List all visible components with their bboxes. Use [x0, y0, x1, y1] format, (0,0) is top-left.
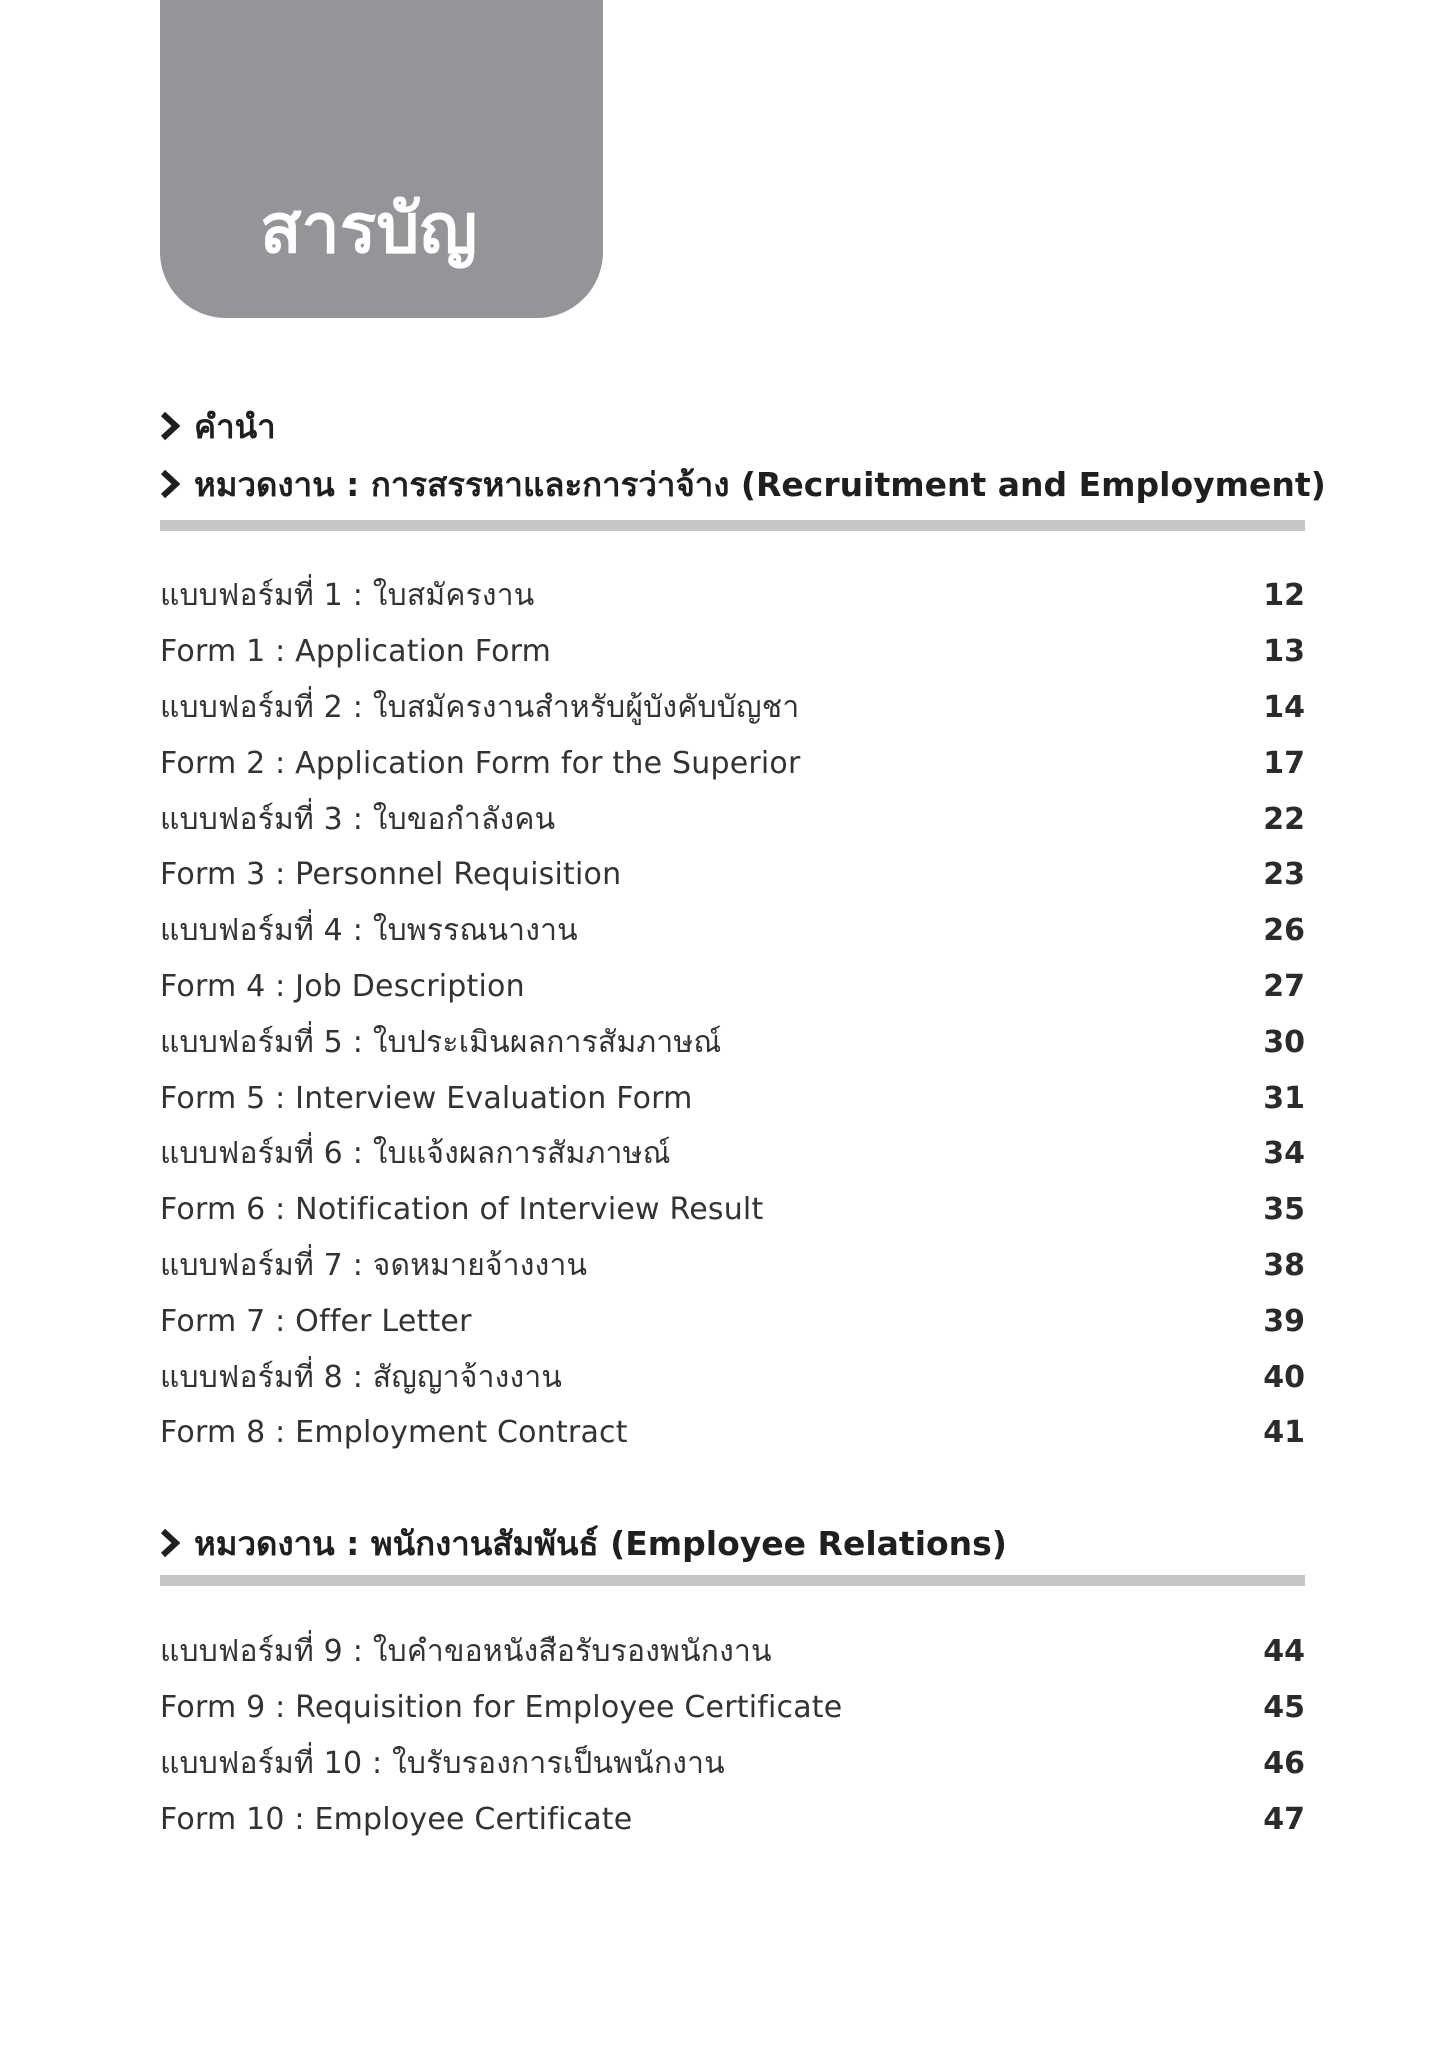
toc-entry[interactable]	[160, 1405, 1305, 1461]
toc-entry[interactable]	[160, 1014, 1305, 1070]
toc-entry-label: Form 8 : Employment Contract	[160, 1415, 628, 1451]
toc-entry-label: แบบฟอร์มที่ 3 : ใบขอกำลังคน	[160, 801, 556, 837]
toc-entry-page: 30	[1263, 1024, 1305, 1060]
toc-entry-label: แบบฟอร์มที่ 1 : ใบสมัครงาน	[160, 578, 535, 614]
intro-heading[interactable]	[160, 401, 276, 451]
toc-entry-page: 12	[1263, 578, 1305, 614]
toc-entry-page: 45	[1263, 1690, 1305, 1726]
toc-entry[interactable]	[160, 959, 1305, 1015]
toc-entry[interactable]	[160, 1070, 1305, 1126]
toc-list-employee-relations	[160, 1624, 1305, 1847]
toc-entry-label: แบบฟอร์มที่ 10 : ใบรับรองการเป็นพนักงาน	[160, 1745, 725, 1781]
toc-entry-page: 46	[1263, 1745, 1305, 1781]
toc-entry[interactable]	[160, 1349, 1305, 1405]
toc-entry-label: Form 10 : Employee Certificate	[160, 1801, 633, 1837]
toc-entry-label: Form 7 : Offer Letter	[160, 1303, 472, 1339]
toc-entry[interactable]	[160, 847, 1305, 903]
toc-entry-label: Form 4 : Job Description	[160, 968, 525, 1004]
section-divider	[160, 1575, 1305, 1586]
toc-entry-page: 22	[1263, 801, 1305, 837]
toc-entry-label: แบบฟอร์มที่ 7 : จดหมายจ้างงาน	[160, 1247, 588, 1283]
toc-entry-label: แบบฟอร์มที่ 2 : ใบสมัครงานสำหรับผู้บังคับบัญชา	[160, 689, 800, 725]
chevron-right-icon	[160, 411, 180, 441]
toc-entry[interactable]	[160, 903, 1305, 959]
toc-entry-page: 17	[1263, 745, 1305, 781]
page-title: สารบัญ	[260, 190, 478, 269]
toc-list-recruitment	[160, 568, 1305, 1461]
toc-entry[interactable]	[160, 1126, 1305, 1182]
section-heading-employee-relations[interactable]	[160, 1518, 1007, 1568]
intro-heading-label: คำนำ	[194, 406, 276, 446]
toc-entry-page: 14	[1263, 689, 1305, 725]
toc-entry-label: Form 1 : Application Form	[160, 634, 552, 670]
section-heading-recruitment[interactable]	[160, 459, 1326, 509]
section-divider	[160, 520, 1305, 531]
section-heading-label: หมวดงาน : พนักงานสัมพันธ์ (Employee Relations)	[194, 1523, 1007, 1563]
toc-entry[interactable]	[160, 791, 1305, 847]
toc-entry-page: 44	[1263, 1634, 1305, 1670]
toc-entry[interactable]	[160, 1182, 1305, 1238]
toc-entry[interactable]	[160, 1293, 1305, 1349]
toc-entry-page: 13	[1263, 634, 1305, 670]
toc-entry-page: 31	[1263, 1080, 1305, 1116]
toc-entry-label: Form 2 : Application Form for the Superior	[160, 745, 801, 781]
toc-entry-label: แบบฟอร์มที่ 6 : ใบแจ้งผลการสัมภาษณ์	[160, 1136, 671, 1172]
toc-entry[interactable]	[160, 1238, 1305, 1294]
section-heading-label: หมวดงาน : การสรรหาและการว่าจ้าง (Recruitment and Employment)	[194, 464, 1326, 504]
toc-entry-label: Form 3 : Personnel Requisition	[160, 857, 622, 893]
toc-entry-page: 40	[1263, 1359, 1305, 1395]
toc-entry-label: Form 6 : Notification of Interview Result	[160, 1192, 764, 1228]
toc-entry[interactable]	[160, 1791, 1305, 1847]
toc-entry-label: แบบฟอร์มที่ 4 : ใบพรรณนางาน	[160, 913, 578, 949]
toc-entry-page: 23	[1263, 857, 1305, 893]
toc-entry-page: 26	[1263, 913, 1305, 949]
toc-entry[interactable]	[160, 1624, 1305, 1680]
toc-entry[interactable]	[160, 1736, 1305, 1792]
toc-entry-label: แบบฟอร์มที่ 9 : ใบคำขอหนังสือรับรองพนักงาน	[160, 1634, 772, 1670]
toc-entry[interactable]	[160, 1680, 1305, 1736]
toc-entry[interactable]	[160, 735, 1305, 791]
toc-entry[interactable]	[160, 568, 1305, 624]
toc-entry-page: 27	[1263, 968, 1305, 1004]
toc-entry-label: Form 5 : Interview Evaluation Form	[160, 1080, 693, 1116]
title-tab	[160, 0, 603, 318]
toc-entry-page: 39	[1263, 1303, 1305, 1339]
toc-entry-page: 35	[1263, 1192, 1305, 1228]
toc-entry-page: 41	[1263, 1415, 1305, 1451]
chevron-right-icon	[160, 1528, 180, 1558]
toc-entry-page: 38	[1263, 1247, 1305, 1283]
chevron-right-icon	[160, 469, 180, 499]
toc-entry-page: 47	[1263, 1801, 1305, 1837]
toc-entry[interactable]	[160, 680, 1305, 736]
toc-entry-page: 34	[1263, 1136, 1305, 1172]
toc-entry-label: แบบฟอร์มที่ 8 : สัญญาจ้างงาน	[160, 1359, 563, 1395]
toc-entry-label: แบบฟอร์มที่ 5 : ใบประเมินผลการสัมภาษณ์	[160, 1024, 722, 1060]
toc-entry[interactable]	[160, 624, 1305, 680]
toc-entry-label: Form 9 : Requisition for Employee Certificate	[160, 1690, 843, 1726]
